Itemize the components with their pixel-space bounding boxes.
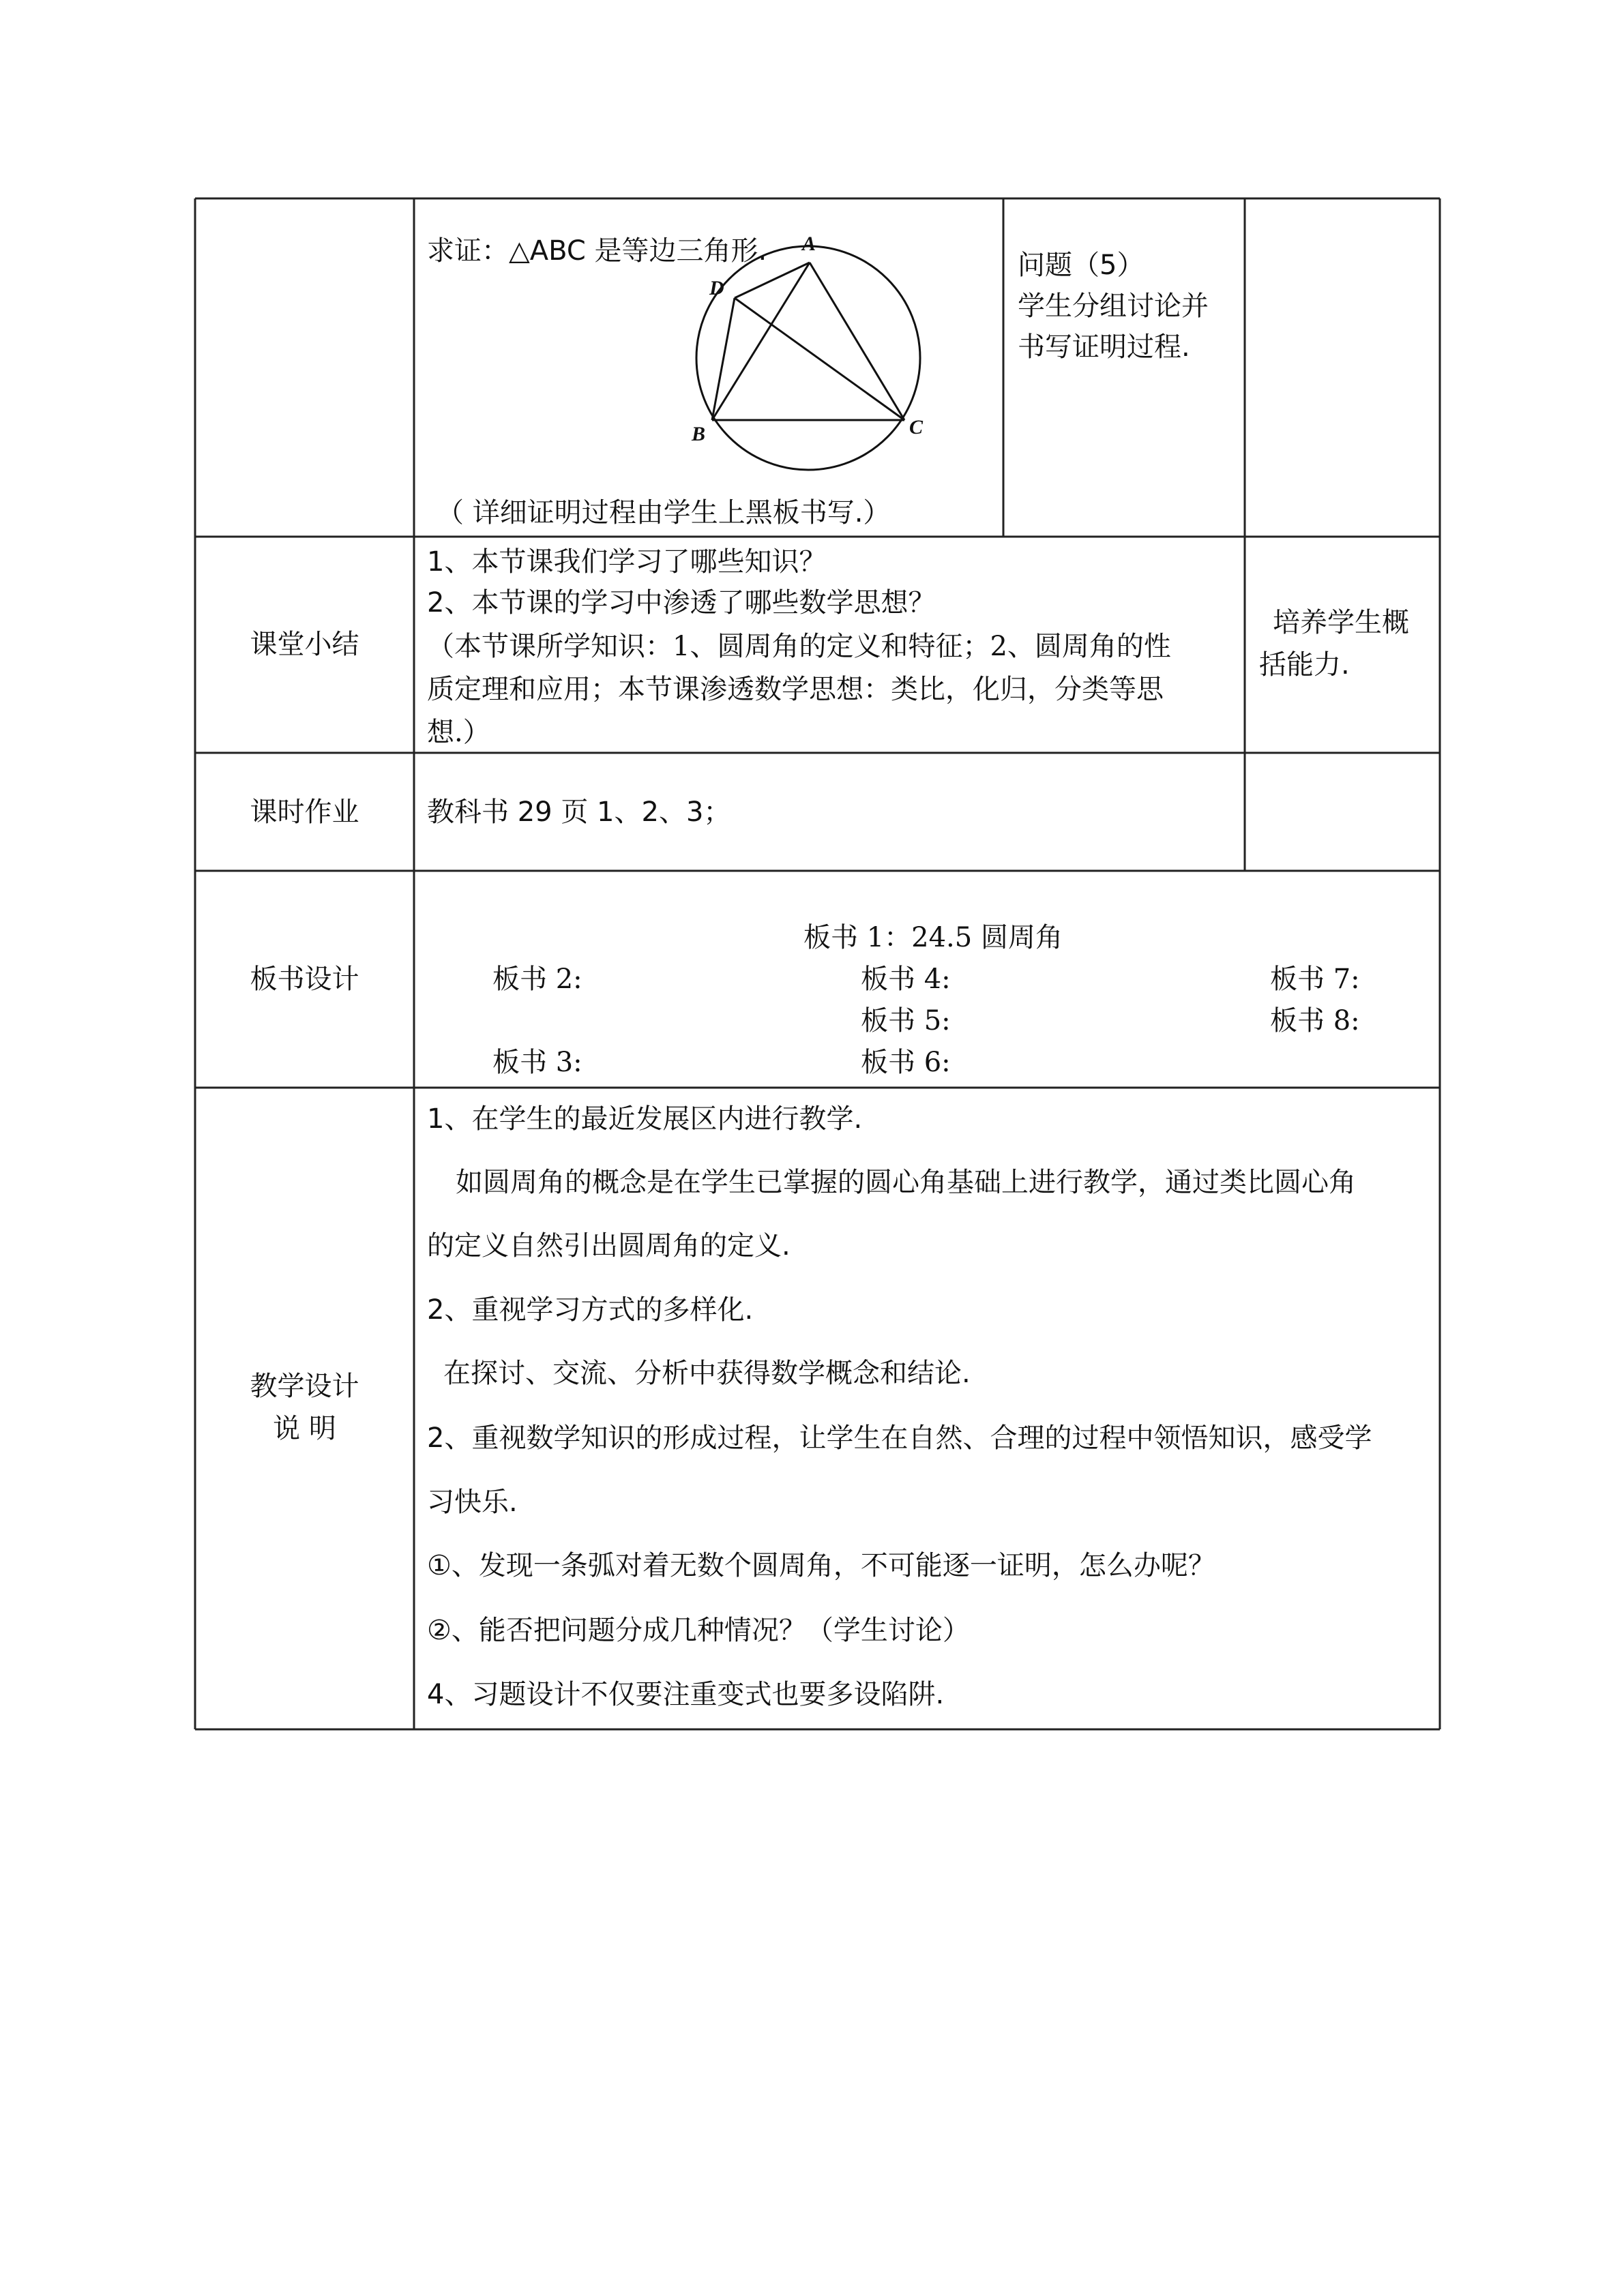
homework-label: 课时作业 bbox=[250, 796, 359, 828]
summary-intent-line-2: 括能力. bbox=[1259, 649, 1350, 681]
board-6: 板书 6: bbox=[861, 1047, 951, 1078]
activity-line-2: 书写证明过程. bbox=[1018, 331, 1190, 363]
label-a: A bbox=[802, 233, 816, 255]
design-point-1: 1、在学生的最近发展区内进行教学. bbox=[427, 1103, 863, 1135]
circle bbox=[696, 246, 920, 470]
board-1: 板书 1：24.5 圆周角 bbox=[803, 922, 1063, 953]
design-point-8: 4、习题设计不仅要注重变式也要多设陷阱. bbox=[427, 1679, 945, 1710]
label-d: D bbox=[709, 277, 724, 299]
design-point-2b: 的定义自然引出圆周角的定义. bbox=[427, 1230, 791, 1262]
inscribed-triangle-figure bbox=[655, 215, 955, 474]
summary-question-2: 2、本节课的学习中渗透了哪些数学思想？ bbox=[427, 587, 936, 618]
label-b: B bbox=[692, 423, 706, 445]
design-point-2a: 如圆周角的概念是在学生已掌握的圆心角基础上进行教学，通过类比圆心角 bbox=[456, 1167, 1356, 1198]
design-point-7: ②、能否把问题分成几种情况？（学生讨论） bbox=[427, 1615, 970, 1646]
design-point-3: 2、重视学习方式的多样化. bbox=[427, 1294, 754, 1326]
summary-label: 课堂小结 bbox=[250, 629, 359, 660]
homework-content: 教科书 29 页 1、2、3； bbox=[427, 796, 731, 828]
design-point-5a: 2、重视数学知识的形成过程，让学生在自然、合理的过程中领悟知识，感受学 bbox=[427, 1422, 1372, 1454]
label-c: C bbox=[909, 416, 924, 438]
summary-intent-line-1: 培养学生概 bbox=[1273, 607, 1409, 638]
segment-ca bbox=[810, 263, 904, 420]
board-7: 板书 7: bbox=[1270, 964, 1360, 995]
design-label-line-2: 说 明 bbox=[273, 1413, 336, 1444]
activity-title: 问题（5） bbox=[1018, 250, 1145, 281]
proof-note: （ 详细证明过程由学生上黑板书写.） bbox=[437, 497, 891, 528]
design-point-6: ①、发现一条弧对着无数个圆周角，不可能逐一证明，怎么办呢？ bbox=[427, 1550, 1215, 1581]
design-point-4: 在探讨、交流、分析中获得数学概念和结论. bbox=[443, 1358, 971, 1389]
summary-answer-line-3: 想.） bbox=[427, 717, 490, 748]
summary-question-1: 1、本节课我们学习了哪些知识？ bbox=[427, 546, 827, 578]
activity-line-1: 学生分组讨论并 bbox=[1018, 290, 1209, 322]
segment-dc bbox=[735, 298, 904, 420]
board-5: 板书 5: bbox=[861, 1005, 951, 1037]
board-label: 板书设计 bbox=[250, 964, 359, 995]
design-point-5b: 习快乐. bbox=[427, 1487, 518, 1518]
board-3: 板书 3: bbox=[492, 1047, 582, 1078]
board-4: 板书 4: bbox=[861, 964, 951, 995]
board-8: 板书 8: bbox=[1270, 1005, 1360, 1037]
board-2: 板书 2: bbox=[492, 964, 582, 995]
design-label-line-1: 教学设计 bbox=[250, 1371, 359, 1402]
summary-answer-line-1: （本节课所学知识：1、圆周角的定义和特征；2、圆周角的性 bbox=[427, 631, 1171, 662]
proof-statement: 求证：△ABC 是等边三角形. bbox=[427, 235, 767, 267]
summary-answer-line-2: 质定理和应用；本节课渗透数学思想：类比，化归，分类等思 bbox=[427, 674, 1164, 705]
